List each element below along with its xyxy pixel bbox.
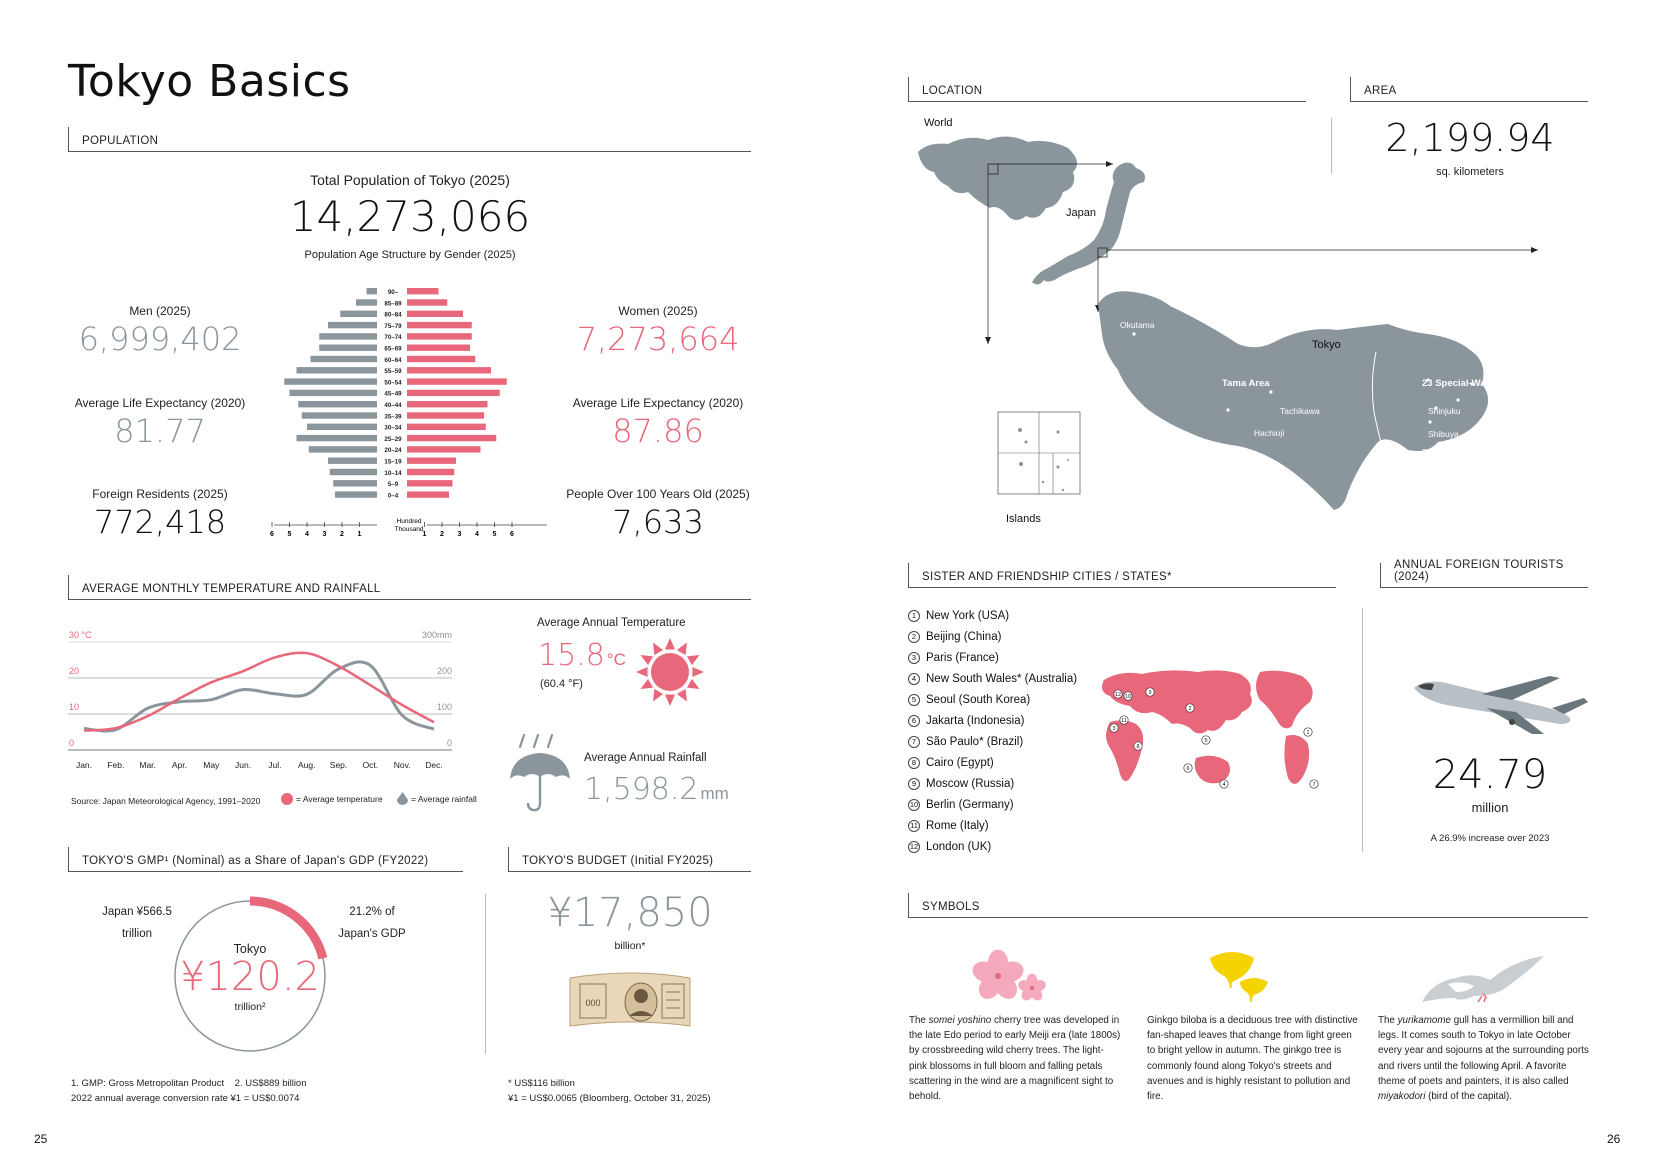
pyramid-bar-men [309, 446, 377, 452]
month-label: May [203, 760, 220, 770]
pyramid-bar-men [333, 480, 377, 486]
life-women-label: Average Life Expectancy (2020) [572, 396, 744, 410]
label-shibuya: Shibuya [1428, 429, 1459, 439]
month-label: Nov. [393, 760, 411, 770]
foreign-label: Foreign Residents (2025) [92, 487, 228, 501]
airplane-icon [1412, 664, 1592, 740]
sister-city-name: Moscow (Russia) [926, 777, 1015, 790]
gmp-note-2: 2022 annual average conversion rate ¥1 = US$0.0074 [71, 1093, 300, 1104]
sun-ray [677, 689, 687, 702]
pyramid-bar-women [407, 299, 447, 305]
label-hachioji: Hachioji [1254, 428, 1285, 438]
yurikamome-gull-icon [1418, 952, 1548, 1006]
annual-rain-row [584, 772, 729, 807]
month-label: Jan. [75, 760, 93, 770]
gmp-tokyo-unit: trillion² [234, 1001, 266, 1013]
centenarian-value: 7,633 [612, 503, 704, 541]
annual-temp-unit: °C [606, 650, 626, 669]
pyramid-bar-women [407, 480, 453, 486]
pyramid-bar-men [297, 367, 378, 373]
cherry-blossom-icon [970, 950, 1050, 1006]
pyramid-tick-label: 2 [440, 531, 444, 536]
pyramid-tick-label: 4 [475, 531, 479, 536]
sun-ray [636, 667, 648, 677]
sister-city-marker-number: 5 [1204, 738, 1208, 745]
annual-rain-label: Average Annual Rainfall [584, 752, 707, 764]
sister-city-number: 10 [909, 800, 919, 809]
pyramid-bar-women [407, 491, 449, 497]
location-section-header: LOCATION [908, 77, 1306, 102]
pyramid-title: Population Age Structure by Gender (2025) [304, 249, 516, 261]
pyramid-bar-women [407, 378, 507, 384]
life-men-value: 81.77 [114, 412, 206, 450]
sister-city-item [908, 710, 1108, 731]
rain-axis-tick: 100 [436, 702, 452, 712]
pyramid-age-label: 35–39 [384, 413, 402, 421]
sister-city-marker-number: 11 [1121, 718, 1127, 725]
pyramid-bar-men [297, 435, 378, 441]
pyramid-age-label: 70–74 [384, 334, 402, 342]
label-ueno: Ueno [1498, 393, 1519, 403]
pyramid-bar-men [328, 322, 377, 328]
tokyo-map-silhouette [1098, 291, 1488, 510]
legend-rainfall [397, 792, 477, 805]
men-label: Men (2025) [129, 304, 191, 318]
pyramid-bar-men [298, 401, 377, 407]
sister-city-marker-number: 2 [1188, 706, 1192, 713]
men-value: 6,999,402 [78, 320, 242, 358]
label-okutama: Okutama [1120, 320, 1155, 330]
budget-note-1: * US$116 billion [508, 1078, 575, 1089]
sister-city-name: São Paulo* (Brazil) [926, 735, 1024, 748]
pyramid-age-label: 0–4 [387, 492, 399, 500]
sun-ray [677, 643, 687, 656]
rain-axis-tick: 0 [446, 738, 452, 748]
pyramid-bar-women [407, 311, 463, 317]
ginkgo-leaf-icon [1206, 948, 1282, 1008]
pyramid-bar-men [311, 356, 378, 362]
sister-city-name: Berlin (Germany) [926, 798, 1014, 811]
budget-note-2: ¥1 = US$0.0065 (Bloomberg, October 31, 2025) [508, 1093, 711, 1104]
rain-axis-tick: 300mm [421, 630, 452, 640]
sister-city-number: 2 [908, 631, 920, 643]
gmp-japan-label-1: Japan ¥566.5 [102, 906, 172, 918]
sister-city-number: 11 [908, 820, 920, 832]
sister-city-name: Beijing (China) [926, 630, 1002, 643]
month-label: Jul. [268, 760, 282, 770]
sister-city-item [908, 752, 1108, 773]
label-japan: Japan [1066, 207, 1096, 219]
symbols-section-header: SYMBOLS [908, 893, 1588, 918]
gmp-share-label-1: 21.2% of [349, 906, 395, 918]
tourists-value: 24.79 [1432, 752, 1548, 798]
month-label: Dec. [425, 760, 443, 770]
sister-city-marker-number: 9 [1148, 690, 1152, 697]
pyramid-age-label: 25–29 [384, 435, 402, 443]
sister-city-item [908, 731, 1108, 752]
pyramid-age-label: 45–49 [384, 390, 402, 398]
pyramid-bar-women [407, 333, 472, 339]
pyramid-bar-men [356, 299, 377, 305]
umbrella-icon [508, 733, 572, 813]
sun-ray [665, 694, 675, 706]
foreign-value: 772,418 [93, 503, 227, 541]
label-islands: Islands [1006, 513, 1041, 525]
life-women-value: 87.86 [612, 412, 704, 450]
pyramid-men-bars [284, 288, 377, 498]
pyramid-unit-2: Thousand [394, 526, 424, 533]
population-section-header: POPULATION [68, 127, 751, 152]
sun-ray [653, 689, 663, 702]
annual-temp-label: Average Annual Temperature [537, 617, 686, 629]
label-shinagawa: Shinagawa [1422, 447, 1465, 457]
label-tokyo: Tokyo [1312, 339, 1341, 351]
tourists-section-header: ANNUAL FOREIGN TOURISTS (2024) [1380, 563, 1588, 588]
gmp-section-header: TOKYO'S GMP¹ (Nominal) as a Share of Japan's GDP (FY2022) [68, 847, 463, 872]
pyramid-age-label: 80–84 [384, 311, 402, 319]
sister-city-name: Jakarta (Indonesia) [926, 714, 1025, 727]
gmp-japan-label-2: trillion [121, 928, 153, 940]
pyramid-tick-label: 4 [305, 531, 309, 536]
tourists-unit: million [1471, 800, 1509, 815]
pyramid-bar-men [330, 469, 377, 475]
pyramid-tick-label: 6 [510, 531, 514, 536]
sun-ray [665, 638, 675, 650]
gmp-tokyo-value: ¥120.2 [180, 954, 320, 1000]
pyramid-age-label: 65–69 [384, 345, 402, 353]
sister-city-list [908, 605, 1108, 857]
sun-ray [692, 667, 704, 677]
annual-rain-unit: mm [700, 784, 729, 803]
budget-value: ¥17,850 [547, 890, 713, 936]
pyramid-tick-label: 3 [457, 531, 462, 536]
pyramid-bar-men [302, 412, 377, 418]
sun-icon [634, 636, 706, 708]
annual-temp-f: (60.4 °F) [540, 678, 583, 690]
pyramid-tick-label: 5 [287, 531, 292, 536]
legend-temperature [281, 793, 383, 805]
pyramid-age-label: 20–24 [384, 447, 402, 455]
pyramid-bar-men [284, 378, 377, 384]
month-label: Sep. [329, 760, 348, 770]
sister-city-marker-number: 10 [1124, 694, 1132, 701]
sister-city-number: 12 [909, 842, 919, 851]
pyramid-age-label: 50–54 [384, 379, 402, 387]
pyramid-bar-men [367, 288, 378, 294]
world-map-silhouette [918, 136, 1077, 220]
ginkgo-description: Ginkgo biloba is a deciduous tree with distinctive fan-shaped leaves that change from light green to bright yellow in autumn. The ginkgo tree is commonly found along Tokyo's streets and avenues and is highly resistant to pollution and fire. [1147, 1015, 1358, 1103]
pyramid-bar-men [328, 458, 377, 464]
sister-city-number: 3 [908, 652, 920, 664]
total-population-value: 14,273,066 [289, 192, 531, 241]
pyramid-bar-women [407, 424, 486, 430]
pyramid-age-label: 90– [387, 289, 399, 296]
sister-city-item [908, 647, 1108, 668]
women-value: 7,273,664 [576, 320, 740, 358]
pyramid-age-label: 60–64 [384, 356, 402, 364]
pyramid-unit-1: Hundred [396, 518, 422, 525]
budget-divider [485, 894, 486, 1054]
sister-city-item [908, 773, 1108, 794]
banknote-icon [566, 968, 694, 1036]
pyramid-bar-women [407, 469, 454, 475]
pyramid-age-label: 30–34 [384, 424, 402, 432]
sister-city-number: 4 [908, 673, 920, 685]
pyramid-tick-label: 2 [340, 531, 344, 536]
month-label: Mar. [139, 760, 156, 770]
budget-section-header: TOKYO'S BUDGET (Initial FY2025) [508, 847, 751, 872]
sister-city-item [908, 689, 1108, 710]
pyramid-bar-men [307, 424, 377, 430]
tourists-divider [1362, 608, 1363, 852]
pyramid-bar-women [407, 345, 470, 351]
label-world: World [924, 117, 953, 129]
sister-city-marker-number: 6 [1186, 766, 1190, 773]
temp-axis-tick: 0 [69, 738, 75, 748]
sister-city-number: 1 [908, 610, 920, 622]
budget-unit: billion* [614, 940, 646, 952]
life-men-label: Average Life Expectancy (2020) [74, 396, 246, 410]
label-ward-area: 23 Special-Ward Area [1422, 378, 1519, 389]
sister-city-marker-number: 4 [1222, 782, 1226, 789]
annual-temp-row [538, 638, 626, 673]
sister-city-item [908, 668, 1108, 689]
sister-city-item [908, 626, 1108, 647]
gull-description: The yurikamome gull has a vermillion bill and legs. It comes south to Tokyo in late October every year and sojourns at the surrounding ports and rivers until the following April. A favorite theme of poets and painters, it is also called miyakodori (bird of the capital). [1378, 1015, 1589, 1103]
centenarian-label: People Over 100 Years Old (2025) [566, 487, 750, 501]
sun-ray [687, 679, 700, 689]
sister-section-header: SISTER AND FRIENDSHIP CITIES / STATES* [908, 563, 1336, 588]
pyramid-tick-label: 6 [270, 531, 274, 536]
temp-axis-tick: 30 °C [69, 630, 92, 640]
month-label: Jun. [235, 760, 252, 770]
area-value: 2,199.94 [1385, 116, 1555, 160]
sun-ray [641, 655, 654, 665]
pyramid-tick-label: 1 [357, 531, 362, 536]
climate-section-header: AVERAGE MONTHLY TEMPERATURE AND RAINFALL [68, 575, 751, 600]
pyramid-tick-label: 1 [422, 531, 427, 536]
sister-world-map [1080, 662, 1338, 810]
gmp-tokyo-label: Tokyo [233, 942, 267, 956]
page-title: Tokyo Basics [68, 56, 351, 107]
pyramid-bar-women [407, 322, 472, 328]
pyramid-bar-women [407, 288, 439, 294]
pyramid-age-label: 40–44 [384, 402, 402, 409]
temp-axis-tick: 10 [69, 702, 80, 712]
month-label: Apr. [171, 760, 188, 770]
sister-city-number: 8 [908, 757, 920, 769]
sister-city-marker-number: 1 [1306, 730, 1310, 737]
svg-text:000: 000 [585, 998, 601, 1008]
sister-city-item [908, 815, 1108, 836]
legend-raindrop-icon [397, 792, 408, 805]
pyramid-bar-women [407, 401, 488, 407]
area-section-header: AREA [1350, 77, 1588, 102]
climate-source: Source: Japan Meteorological Agency, 1991–2020 [71, 796, 261, 806]
legend-temp-label: = Average temperature [296, 794, 383, 804]
sister-city-marker-number: 8 [1136, 744, 1140, 751]
pyramid-bar-women [407, 367, 491, 373]
sister-city-name: Rome (Italy) [926, 819, 989, 832]
pyramid-tick-label: 3 [322, 531, 327, 536]
pyramid-bar-men [340, 311, 377, 317]
sun-ray [641, 679, 654, 689]
pyramid-bar-men [290, 390, 378, 396]
page-number-right: 26 [1607, 1132, 1621, 1146]
sister-city-marker-number: 12 [1114, 692, 1122, 699]
temp-axis-tick: 20 [69, 666, 80, 676]
pyramid-age-label: 75–79 [384, 322, 402, 330]
pyramid-bar-men [319, 345, 377, 351]
page-number-left: 25 [34, 1132, 48, 1146]
pyramid-age-label: 15–19 [384, 458, 402, 466]
month-label: Aug. [297, 760, 316, 770]
label-tama-area: Tama Area [1222, 378, 1270, 389]
pyramid-age-labels [384, 289, 402, 499]
pyramid-bar-women [407, 412, 484, 418]
legend-rain-label: = Average rainfall [411, 793, 477, 804]
sister-city-number: 5 [908, 694, 920, 706]
rain-axis-tick: 200 [436, 666, 452, 676]
pyramid-age-label: 5–9 [387, 481, 399, 489]
pyramid-bar-men [319, 333, 377, 339]
pyramid-bar-women [407, 458, 456, 464]
pyramid-bar-women [407, 356, 475, 362]
sister-city-number: 6 [908, 715, 920, 727]
sister-city-name: New South Wales* (Australia) [926, 672, 1078, 685]
pyramid-age-label: 10–14 [384, 469, 402, 477]
area-unit: sq. kilometers [1436, 166, 1504, 178]
pyramid-age-label: 85–89 [384, 300, 402, 308]
sister-city-item [908, 794, 1108, 815]
climate-chart [68, 626, 488, 782]
women-label: Women (2025) [618, 304, 698, 318]
label-tokyo-station: Tokyo [1484, 411, 1507, 421]
sister-city-name: Seoul (South Korea) [926, 693, 1031, 706]
pyramid-bar-men [335, 491, 377, 497]
annual-rain-value: 1,598.2 [584, 772, 699, 807]
sister-city-name: London (UK) [926, 840, 992, 853]
sister-city-item [908, 836, 1108, 857]
sun-ray [653, 643, 663, 656]
tourists-note: A 26.9% increase over 2023 [1430, 833, 1550, 844]
sister-city-item [908, 605, 1108, 626]
pyramid-tick-label: 5 [492, 531, 497, 536]
pyramid-age-label: 55–59 [384, 368, 402, 376]
gmp-share-label-2: Japan's GDP [338, 928, 406, 940]
sister-city-number: 9 [908, 778, 920, 790]
sister-city-name: Cairo (Egypt) [926, 756, 994, 769]
sister-city-name: New York (USA) [926, 609, 1010, 622]
sister-city-marker-number: 7 [1312, 782, 1316, 789]
pyramid-women-bars [407, 288, 507, 498]
pyramid-bar-women [407, 435, 496, 441]
sister-city-marker-number: 3 [1112, 726, 1116, 733]
gmp-note-1: 1. GMP: Gross Metropolitan Product 2. US$889 billion [71, 1078, 307, 1089]
month-label: Feb. [107, 760, 125, 770]
population-pyramid [270, 284, 560, 536]
sister-city-name: Paris (France) [926, 651, 999, 664]
label-shinjuku: Shinjuku [1428, 406, 1461, 416]
cherry-description: The somei yoshino cherry tree was developed in the late Edo period to early Meiji era (late 1800s) by crossbreeding wild cherry trees. The light-pink blossoms in full bloom and falling petals scattering in the wind are a magnificent sight to behold. [909, 1015, 1121, 1103]
pyramid-bar-women [407, 390, 500, 396]
sun-ray [687, 655, 700, 665]
area-divider [1331, 118, 1332, 174]
label-tachikawa: Tachikawa [1280, 406, 1320, 416]
sister-city-number: 7 [908, 736, 920, 748]
month-label: Oct. [362, 760, 379, 770]
annual-temp-value: 15.8 [538, 638, 605, 673]
pyramid-bar-women [407, 446, 481, 452]
legend-temp-dot-icon [281, 793, 293, 805]
total-population-label: Total Population of Tokyo (2025) [310, 172, 510, 188]
